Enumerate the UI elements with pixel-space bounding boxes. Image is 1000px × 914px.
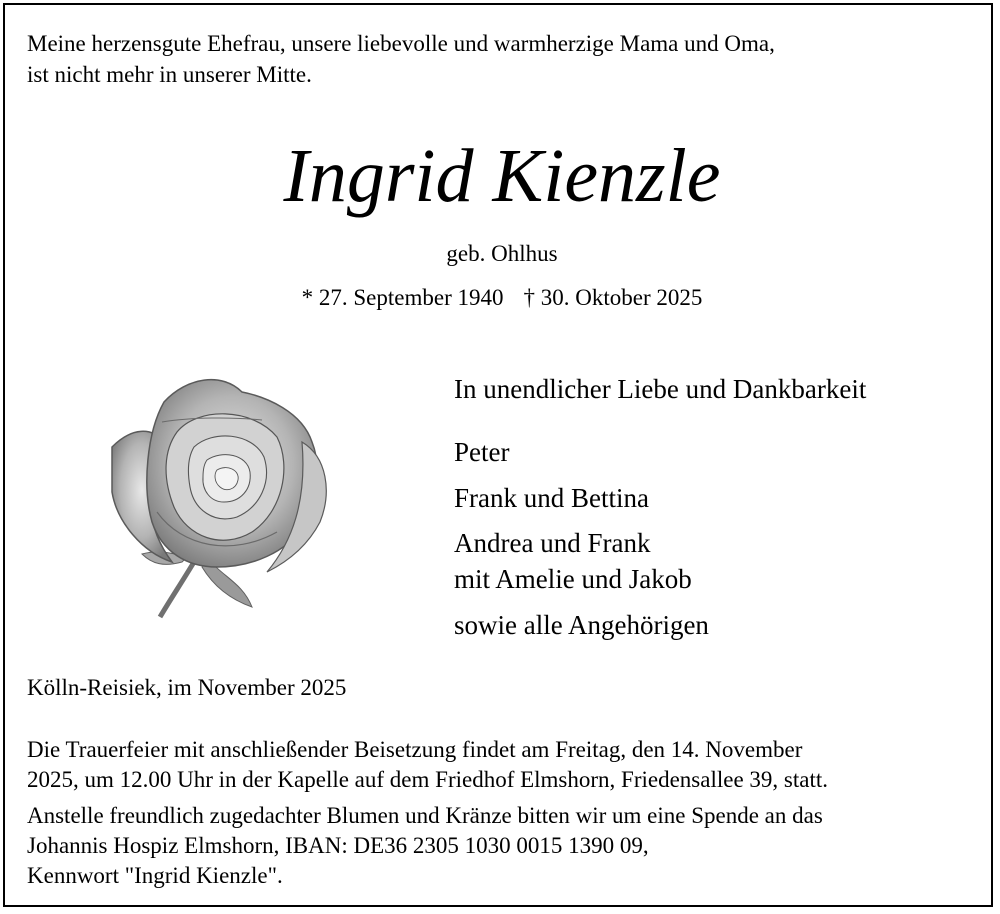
funeral-info xyxy=(27,735,828,795)
rose-icon xyxy=(102,372,332,622)
birth-date: * 27. September 1940 xyxy=(301,285,504,310)
maiden-name: geb. Ohlhus xyxy=(446,241,558,266)
intro-line-1: Meine herzensgute Ehefrau, unsere liebevolle und warmherzige Mama und Oma, xyxy=(27,31,775,56)
donation-line-2: Johannis Hospiz Elmshorn, IBAN: DE36 2305 1030 0015 1390 09, xyxy=(27,833,649,858)
deceased-name: Ingrid Kienzle xyxy=(283,134,721,218)
notice-frame xyxy=(3,3,993,907)
donation-line-1: Anstelle freundlich zugedachter Blumen und Kränze bitten wir um eine Spende an das xyxy=(27,803,823,828)
intro-line-2: ist nicht mehr in unserer Mitte. xyxy=(27,62,312,87)
mourner-4: sowie alle Angehörigen xyxy=(454,610,709,640)
donation-info xyxy=(27,801,823,891)
funeral-line-1: Die Trauerfeier mit anschließender Beisetzung findet am Freitag, den 14. November xyxy=(27,737,803,762)
mourners-heading: In unendlicher Liebe und Dankbarkeit xyxy=(454,374,867,404)
funeral-line-2: 2025, um 12.00 Uhr in der Kapelle auf dem Friedhof Elmshorn, Friedensallee 39, statt. xyxy=(27,767,828,792)
intro-text xyxy=(27,28,775,90)
mourner-1: Peter xyxy=(454,437,510,467)
death-date: † 30. Oktober 2025 xyxy=(523,285,703,310)
donation-line-3: Kennwort "Ingrid Kienzle". xyxy=(27,863,283,888)
mourner-2: Frank und Bettina xyxy=(454,483,649,513)
place-date: Kölln-Reisiek, im November 2025 xyxy=(27,675,347,700)
mourner-3-children: mit Amelie und Jakob xyxy=(454,564,692,594)
life-dates xyxy=(2,285,1000,311)
mourner-3: Andrea und Frank xyxy=(454,528,651,558)
